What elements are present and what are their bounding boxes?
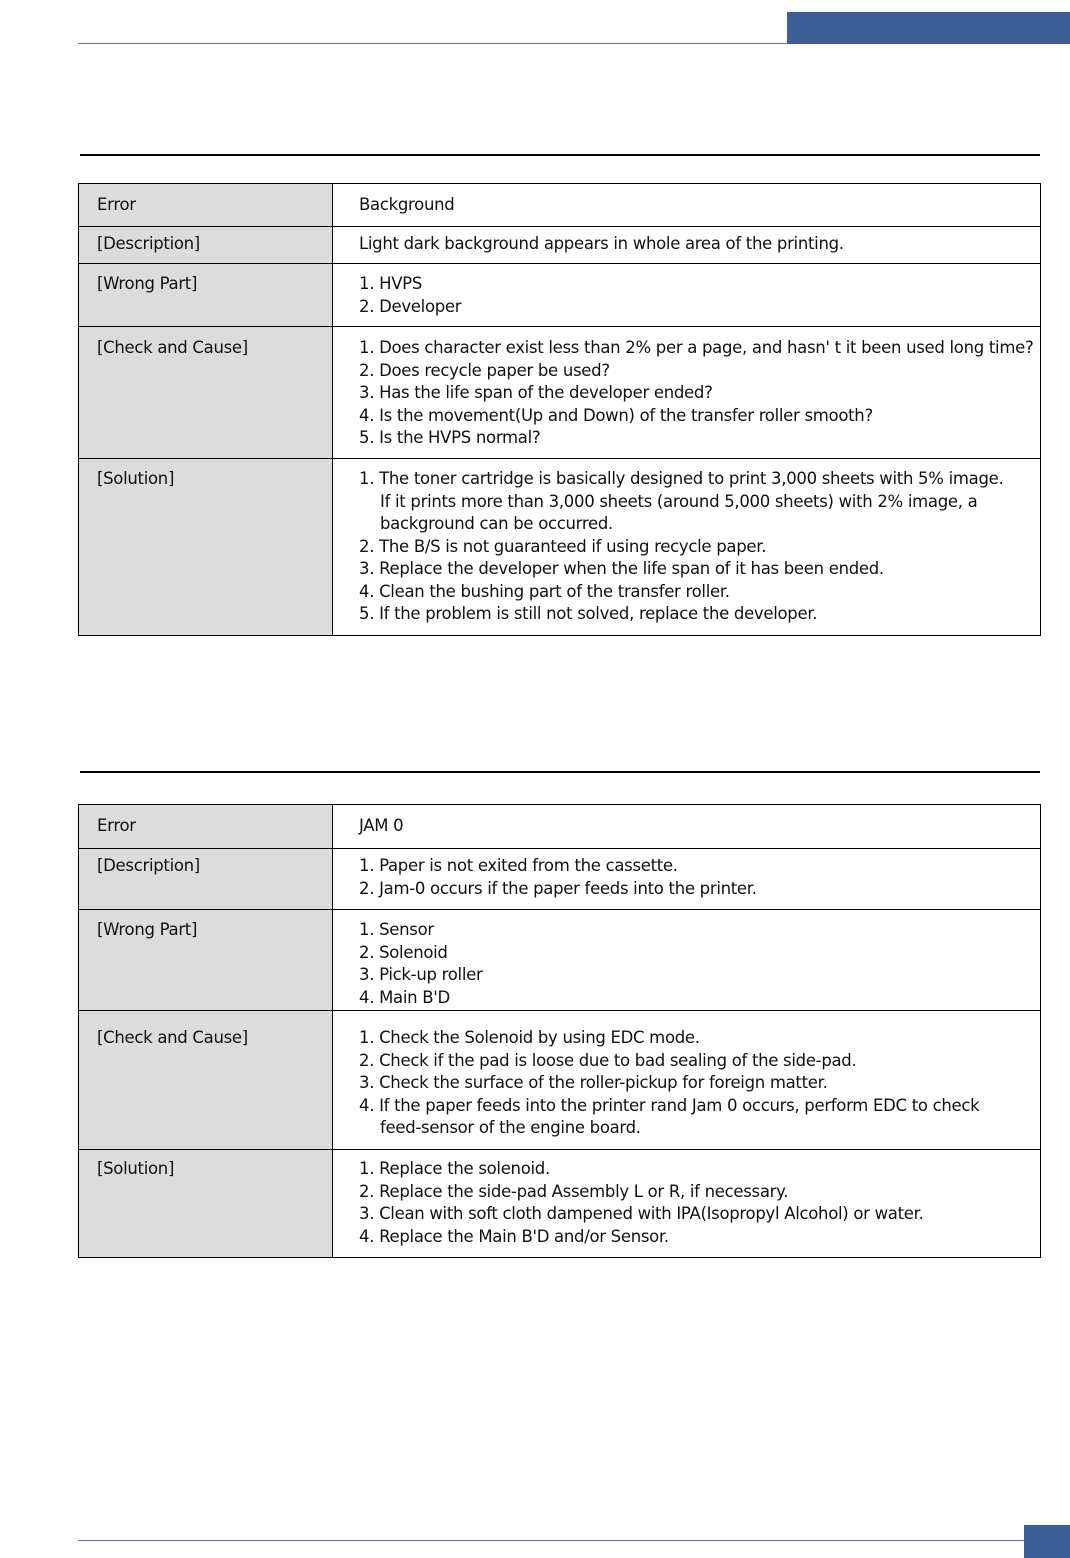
row-description xyxy=(79,227,1041,264)
wrong-part-item: 1. Sensor xyxy=(359,920,434,939)
error-value: Background xyxy=(359,195,455,214)
solution-item: 3. Clean with soft cloth dampened with IPA(Isopropyl Alcohol) or water. xyxy=(359,1204,924,1223)
section-rule-2 xyxy=(80,771,1040,773)
label-wrong-part: [Wrong Part] xyxy=(97,274,198,293)
solution-item: 5. If the problem is still not solved, replace the developer. xyxy=(359,604,818,623)
solution-item: 1. Replace the solenoid. xyxy=(359,1159,550,1178)
troubleshooting-table-background xyxy=(78,183,1041,636)
description-line: 2. Jam-0 occurs if the paper feeds into the printer. xyxy=(359,878,757,898)
label-description: [Description] xyxy=(97,234,200,253)
wrong-part-item: 2. Developer xyxy=(359,296,462,316)
label-check-cause: [Check and Cause] xyxy=(97,1028,248,1047)
wrong-part-item: 3. Pick-up roller xyxy=(359,965,483,984)
header-accent-bar xyxy=(787,12,1070,44)
wrong-part-item: 1. HVPS xyxy=(359,274,423,293)
row-wrong-part xyxy=(79,910,1041,1011)
solution-item: 4. Clean the bushing part of the transfer roller. xyxy=(359,581,730,601)
solution-item-continued: If it prints more than 3,000 sheets (around 5,000 sheets) with 2% image, a xyxy=(380,491,978,511)
check-cause-item: 3. Check the surface of the roller-pickup for foreign matter. xyxy=(359,1073,828,1092)
solution-item-continued: background can be occurred. xyxy=(380,514,613,533)
label-error: Error xyxy=(97,195,136,214)
error-value: JAM 0 xyxy=(359,816,404,835)
solution-item: 2. Replace the side-pad Assembly L or R, if necessary. xyxy=(359,1181,789,1201)
label-solution: [Solution] xyxy=(97,1159,175,1178)
check-cause-item: 2. Does recycle paper be used? xyxy=(359,360,610,380)
check-cause-item: 1. Check the Solenoid by using EDC mode. xyxy=(359,1028,700,1047)
page-number-box xyxy=(1024,1525,1070,1558)
wrong-part-item: 4. Main B'D xyxy=(359,987,450,1007)
troubleshooting-table-jam0 xyxy=(78,804,1041,1258)
solution-item: 1. The toner cartridge is basically designed to print 3,000 sheets with 5% image. xyxy=(359,469,1004,488)
row-error xyxy=(79,184,1041,227)
label-check-cause: [Check and Cause] xyxy=(97,338,248,357)
label-solution: [Solution] xyxy=(97,469,175,488)
wrong-part-item: 2. Solenoid xyxy=(359,942,448,962)
check-cause-item: 4. If the paper feeds into the printer rand Jam 0 occurs, perform EDC to check xyxy=(359,1095,980,1115)
check-cause-item: 1. Does character exist less than 2% per a page, and hasn' t it been used long time? xyxy=(359,338,1034,357)
row-wrong-part xyxy=(79,264,1041,327)
footer-rule xyxy=(78,1540,1024,1541)
solution-item: 3. Replace the developer when the life span of it has been ended. xyxy=(359,559,884,578)
row-error xyxy=(79,805,1041,849)
row-check-cause xyxy=(79,327,1041,459)
check-cause-item-continued: feed-sensor of the engine board. xyxy=(380,1118,641,1137)
row-check-cause xyxy=(79,1011,1041,1150)
check-cause-item: 4. Is the movement(Up and Down) of the transfer roller smooth? xyxy=(359,405,873,425)
row-solution xyxy=(79,1150,1041,1258)
solution-item: 2. The B/S is not guaranteed if using recycle paper. xyxy=(359,536,767,556)
label-description: [Description] xyxy=(97,856,200,875)
check-cause-item: 5. Is the HVPS normal? xyxy=(359,428,541,447)
section-rule-1 xyxy=(80,154,1040,156)
row-solution xyxy=(79,459,1041,636)
header-rule xyxy=(78,43,788,44)
label-wrong-part: [Wrong Part] xyxy=(97,920,198,939)
label-error: Error xyxy=(97,816,136,835)
description-line: Light dark background appears in whole area of the printing. xyxy=(359,234,844,253)
check-cause-item: 3. Has the life span of the developer ended? xyxy=(359,383,713,402)
solution-item: 4. Replace the Main B'D and/or Sensor. xyxy=(359,1226,669,1246)
row-description xyxy=(79,849,1041,910)
check-cause-item: 2. Check if the pad is loose due to bad sealing of the side-pad. xyxy=(359,1050,857,1070)
description-line: 1. Paper is not exited from the cassette. xyxy=(359,856,678,875)
